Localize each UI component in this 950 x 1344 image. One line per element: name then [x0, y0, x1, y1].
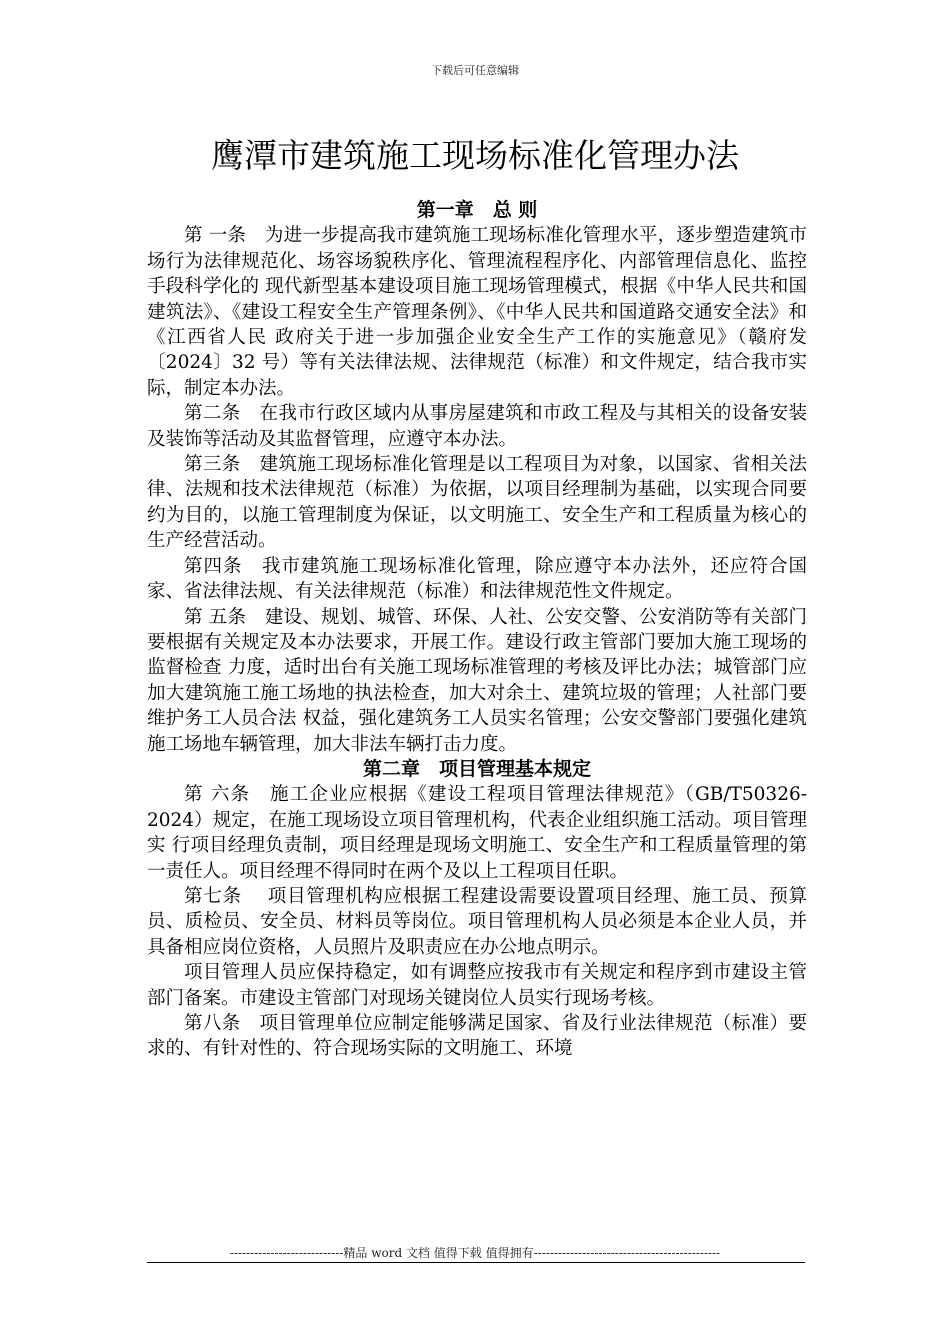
document-title: 鹰潭市建筑施工现场标准化管理办法	[211, 136, 739, 175]
chapter-2-heading: 第二章 项目管理基本规定	[362, 757, 591, 780]
footer-divider	[147, 1262, 805, 1263]
article-5: 第 五条 建设、规划、城管、环保、人社、公安交警、公安消防等有关部门要根据有关规定及本办法要求，开展工作。建设行政主管部门要加大施工现场的监督检查 力度，适时出台有关施工现场标准管理的考核及评比办法；城管部门应加大建筑施工施工场地的执法检查，加大对余土、建筑垃圾的管理；人社部门要维护务工人员合法 权益，强化建筑务工人员实名管理；公安交警部门要强化建筑施工场地车辆管理，加大非法车辆打击力度。	[147, 606, 807, 755]
chapter-1-heading: 第一章 总 则	[416, 199, 538, 221]
header-note: 下载后可任意编辑	[431, 64, 519, 77]
footer-note: ----------------------------精品 word 文档 值得下载 值得拥有----------------------------------------------	[229, 1246, 721, 1260]
article-7-continued: 项目管理人员应保持稳定，如有调整应按我市有关规定和程序到市建设主管部门备案。市建设主管部门对现场关键岗位人员实行现场考核。	[147, 962, 807, 1009]
article-4: 第四条 我市建筑施工现场标准化管理，除应遵守本办法外，还应符合国家、省法律法规、有关法律规范（标准）和法律规范性文件规定。	[147, 555, 807, 603]
article-8: 第八条 项目管理单位应制定能够满足国家、省及行业法律规范（标准）要求的、有针对性的、符合现场实际的文明施工、环境	[147, 1013, 807, 1060]
article-7: 第七条 项目管理机构应根据工程建设需要设置项目经理、施工员、预算员、质检员、安全员、材料员等岗位。项目管理机构人员必须是本企业人员，并具备相应岗位资格，人员照片及职责应在办公地点明示。	[147, 885, 807, 958]
article-6: 第 六条 施工企业应根据《建设工程项目管理法律规范》（GB/T50326-2024）规定，在施工现场设立项目管理机构，代表企业组织施工活动。项目管理实 行项目经理负责制，项目经理是现场文明施工、安全生产和工程质量管理的第一责任人。项目经理不得同时在两个及以上工程项目任职。	[147, 784, 807, 882]
article-3: 第三条 建筑施工现场标准化管理是以工程项目为对象，以国家、省相关法律、法规和技术法律规范（标准）为依据，以项目经理制为基础，以实现合同要约为目的，以施工管理制度为保证，以文明施工、安全生产和工程质量为核心的生产经营活动。	[147, 454, 807, 552]
article-1: 第 一条 为进一步提高我市建筑施工现场标准化管理水平，逐步塑造建筑市场行为法律规范化、场容场貌秩序化、管理流程程序化、内部管理信息化、监控手段科学化的 现代新型基本建设项目施工现场管理模式，根据《中华人民共和国建筑法》、《建设工程安全生产管理条例》、《中华人民共和国道路交通安全法》和《江西省人民 政府关于进一步加强企业安全生产工作的实施意见》（赣府发〔2024〕32 号）等有关法律法规、法律规范（标准）和文件规定，结合我市实际，制定本办法。	[147, 225, 807, 399]
article-2: 第二条 在我市行政区域内从事房屋建筑和市政工程及与其相关的设备安装及装饰等活动及其监督管理，应遵守本办法。	[147, 403, 807, 450]
document-body	[147, 198, 807, 1062]
